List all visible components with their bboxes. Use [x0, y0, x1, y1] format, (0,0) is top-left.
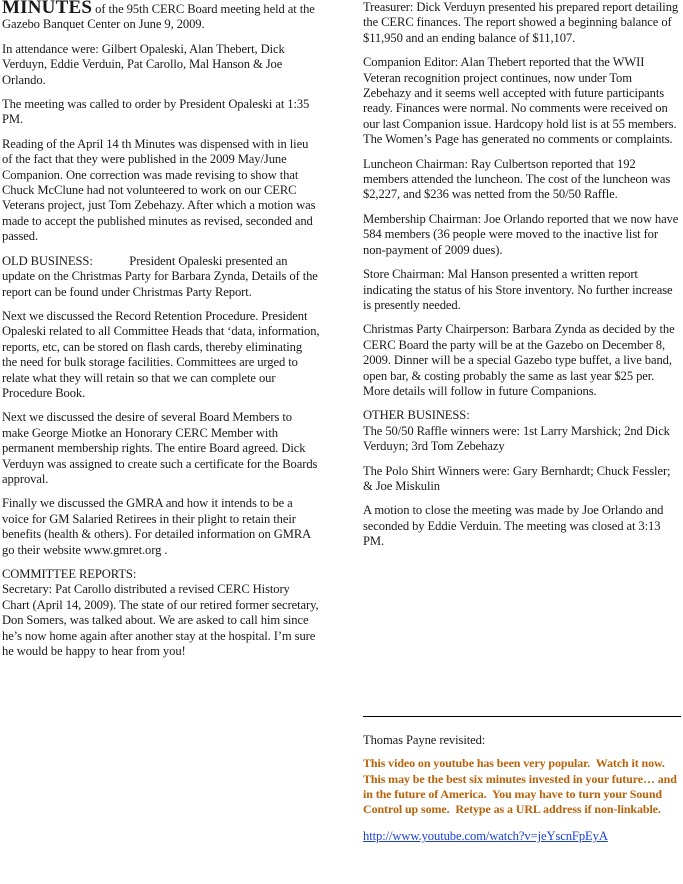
raffle-winners: The 50/50 Raffle winners were: 1st Larry Marshick; 2nd Dick Verduyn; 3rd Tom Zebehazy: [363, 423, 673, 454]
other-business-section: [363, 408, 681, 454]
minutes-title: MINUTES: [2, 0, 93, 18]
right-column: [363, 0, 681, 559]
minutes-title-paragraph: [2, 0, 320, 33]
other-business-heading: OTHER BUSINESS:: [363, 408, 470, 423]
meeting-close-paragraph: A motion to close the meeting was made by Joe Orlando and seconded by Eddie Verduin. The meeting was closed at 3:13 PM.: [363, 503, 667, 549]
minutes-subtitle: of the 95th CERC Board meeting held at the Gazebo Banquet Center on June 9, 2009.: [2, 2, 318, 32]
record-retention-paragraph: Next we discussed the Record Retention Procedure. President Opaleski related to all Committee Heads that ‘data, information, reports, etc, can be stored on flash cards, thereby eliminating the need for bulk storage facilities. Committees are urged to relate what they will retain so that we can complete our Procedure Book.: [2, 308, 323, 400]
christmas-party-paragraph: Christmas Party Chairperson: Barbara Zynda as decided by the CERC Board the party will be at the Gazebo on December 8, 2009. Dinner will be a special Gazebo type buffet, a live band, open bar, & costing probably the same as last year $25 per. More details will follow in future Companions.: [363, 322, 678, 398]
honorary-member-paragraph: Next we discussed the desire of several Board Members to make George Miotke an Honorary CERC Member with permanent membership rights. The entire Board agreed. Dick Verduyn was assigned to create such a certificate for the Boards approval.: [2, 410, 321, 486]
polo-winners-paragraph: The Polo Shirt Winners were: Gary Bernhardt; Chuck Fessler; & Joe Miskulin: [363, 463, 674, 493]
left-column: [2, 0, 323, 659]
committee-reports-section: [2, 567, 320, 659]
membership-paragraph: Membership Chairman: Joe Orlando reported that we now have 584 members (36 people were moved to the inactive list for non-payment of 2009 dues).: [363, 211, 682, 257]
treasurer-paragraph: Treasurer: Dick Verduyn presented his prepared report detailing the CERC finances. The report showed a beginning balance of $11,950 and an ending balance of $11,107.: [363, 0, 682, 45]
video-section: [363, 733, 681, 845]
youtube-link[interactable]: http://www.youtube.com/watch?v=jeYscnFpEyA: [363, 829, 608, 844]
store-paragraph: Store Chairman: Mal Hanson presented a written report indicating the status of his Store inventory. No further increase is presently needed.: [363, 267, 676, 312]
video-promo-text: This video on youtube has been very popular. Watch it now. This may be the best six minutes invested in your future… and in the future of America. You may have to turn your Sound Control up some. Retype as a URL address if non-linkable.: [363, 756, 680, 817]
gmra-paragraph: Finally we discussed the GMRA and how it intends to be a voice for GM Salaried Retirees in their plight to retain their benefits (health & others). For detailed information on GMRA go their website www.gmret.org .: [2, 496, 314, 557]
companion-editor-paragraph: Companion Editor: Alan Thebert reported that the WWII Veteran recognition project continues, now under Tom Zebehazy and it seems well accepted with future participants ready. Finances were normal. No comments were received on our last Companion issue. Hardcopy hold list is at 55 members. The Women’s Page has generated no comments or complaints.: [363, 55, 680, 147]
secretary-report: Secretary: Pat Carollo distributed a revised CERC History Chart (April 14, 2009). The state of our retired former secretary, Don Somers, was talked about. We are asked to call him since he’s now home again after another stay at the hospital. I’m sure he would be happy to hear from you!: [2, 582, 322, 659]
thomas-payne-heading: Thomas Payne revisited:: [363, 733, 486, 747]
section-divider: [363, 716, 681, 717]
attendance-paragraph: In attendance were: Gilbert Opaleski, Alan Thebert, Dick Verduyn, Eddie Verduin, Pat Carollo, Mal Hanson & Joe Orlando.: [2, 41, 288, 87]
old-business-paragraph: OLD BUSINESS: President Opaleski presented an update on the Christmas Party for Barbara Zynda, Details of the report can be found under Christmas Party Report.: [2, 253, 321, 299]
call-to-order-paragraph: The meeting was called to order by President Opaleski at 1:35 PM.: [2, 97, 313, 127]
luncheon-paragraph: Luncheon Chairman: Ray Culbertson reported that 192 members attended the luncheon. The cost of the luncheon was $2,227, and $236 was netted from the 50/50 Raffle.: [363, 156, 674, 202]
committee-reports-heading: COMMITTEE REPORTS:: [2, 567, 137, 581]
reading-paragraph: Reading of the April 14 th Minutes was dispensed with in lieu of the fact that they were published in the 2009 May/June Companion. One correction was made revising to show that Chuck McClune had not volunteered to work on our CERC Veterans project, just Tom Zebehazy. After which a motion was made to accept the published minutes as revised, seconded and passed.: [2, 136, 319, 244]
